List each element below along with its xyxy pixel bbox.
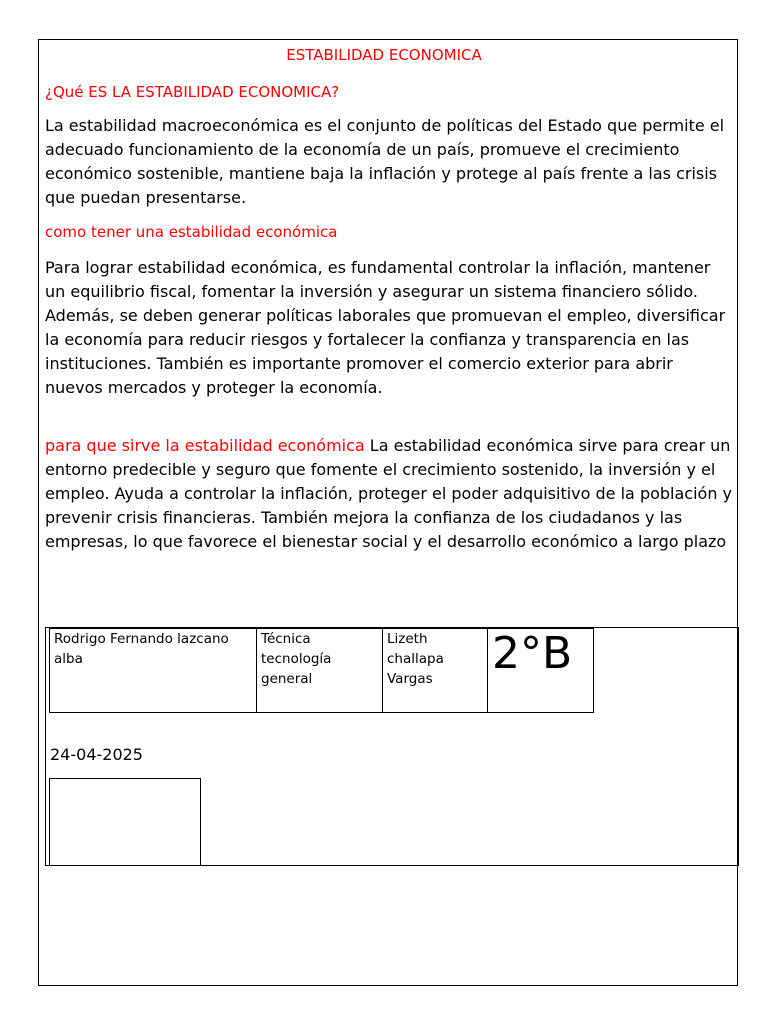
document-title: ESTABILIDAD ECONOMICA [286, 46, 482, 64]
section1-heading: ¿Qué ES LA ESTABILIDAD ECONOMICA? [45, 83, 340, 101]
section3-paragraph [45, 434, 735, 554]
subject-cell: Técnica tecnología general [257, 629, 383, 713]
section2-heading: como tener una estabilidad económica [45, 223, 338, 241]
section2-paragraph: Para lograr estabilidad económica, es fundamental controlar la inflación, mantener un equilibrio fiscal, fomentar la inversión y asegurar un sistema financiero sólido. Además, se deben generar políticas laborales que promuevan el empleo, diversificar la economía para reducir riesgos y fortalecer la confianza y transparencia en las instituciones. También es importante promover el comercio exterior para abrir nuevos mercados y proteger la economía. [45, 258, 726, 397]
section1-paragraph: La estabilidad macroeconómica es el conjunto de políticas del Estado que permite el adecuado funcionamiento de la economía de un país, promueve el crecimiento económico sostenible, mantiene baja la inflación y protege al país frente a las crisis que puedan presentarse. [45, 116, 725, 207]
student-name-cell: Rodrigo Fernando lazcano alba [50, 629, 257, 713]
section3-heading: para que sirve la estabilidad económica [45, 436, 365, 455]
blank-box [49, 778, 201, 865]
info-table [49, 628, 594, 713]
section3-body: La estabilidad económica sirve para crear un entorno predecible y seguro que fomente el crecimiento sostenido, la inversión y el empleo. Ayuda a controlar la inflación, proteger el poder adquisitivo de la población y prevenir crisis financieras. También mejora la confianza de los ciudadanos y las empresas, lo que favorece el bienestar social y el desarrollo económico a largo plazo [45, 436, 733, 551]
teacher-cell: Lizeth challapa Vargas [383, 629, 488, 713]
section1-heading-wrap [45, 80, 735, 104]
group-cell: 2°B [488, 629, 594, 713]
date: 24-04-2025 [50, 745, 143, 764]
info-row [50, 629, 594, 713]
